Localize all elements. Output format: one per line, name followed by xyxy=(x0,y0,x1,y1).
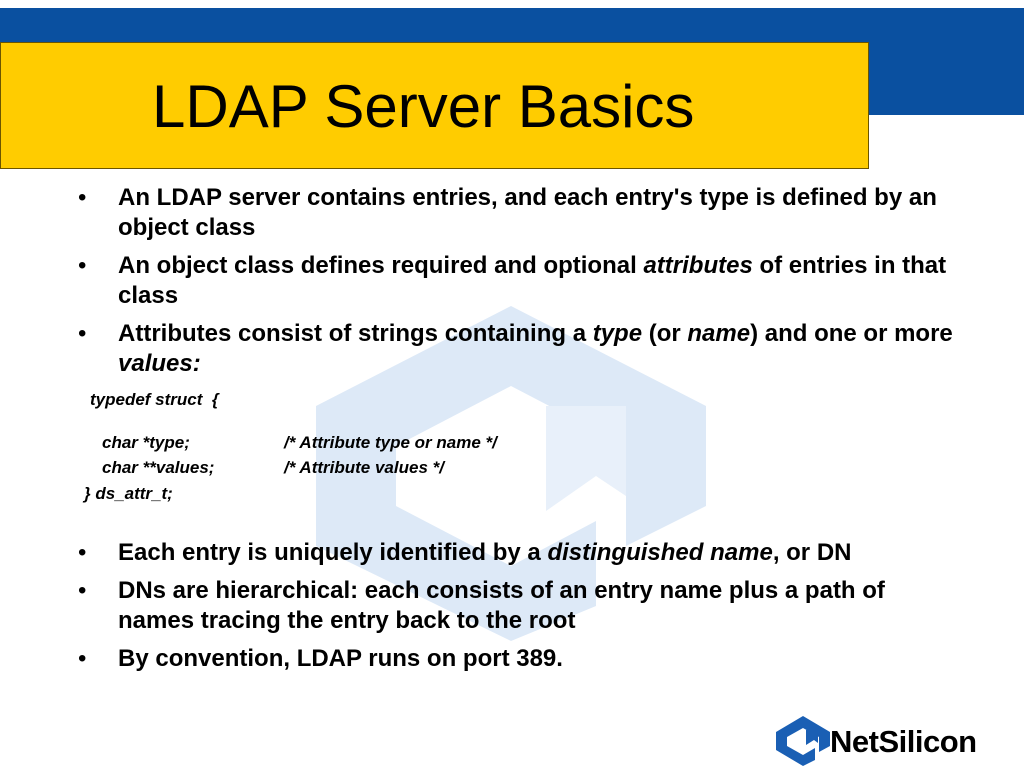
code-comment-type: /* Attribute type or name */ xyxy=(284,433,497,452)
bullet-text: of entries in that class xyxy=(118,252,947,309)
bullet-marker: • xyxy=(78,320,87,347)
code-line-typedef: typedef struct { xyxy=(90,390,219,409)
code-line-close: } ds_attr_t; xyxy=(84,484,173,503)
logo-wordmark: NetSilicon xyxy=(830,724,977,759)
bullet-text: Each entry is uniquely identified by a xyxy=(118,539,548,566)
bullet-marker: • xyxy=(78,252,87,279)
bottom-bullet-3 xyxy=(78,644,958,674)
code-comment-values: /* Attribute values */ xyxy=(284,458,444,477)
bullet-marker: • xyxy=(78,184,87,211)
bullet-text: ) and one or more xyxy=(750,320,953,347)
bullet-text: (or xyxy=(642,320,688,347)
code-decl-type: char *type; xyxy=(102,433,190,452)
emphasized-term: name xyxy=(687,320,751,347)
emphasized-term: distinguished name xyxy=(547,539,773,566)
bottom-bullet-1 xyxy=(78,538,958,568)
bullet-text: By convention, LDAP runs on port 389. xyxy=(118,645,563,672)
slide-title: LDAP Server Basics xyxy=(152,73,695,140)
bullet-text: An LDAP server contains entries, and each entry's type is defined by an object class xyxy=(118,184,937,241)
netsilicon-logo xyxy=(772,712,1022,768)
top-bullet-2 xyxy=(78,251,958,311)
bullet-list-top xyxy=(78,183,958,387)
top-bullet-1 xyxy=(78,183,958,243)
code-decl-values: char **values; xyxy=(102,458,215,477)
bullet-marker: • xyxy=(78,577,87,604)
bullet-text: DNs are hierarchical: each consists of an entry name plus a path of names tracing the entry back to the root xyxy=(118,577,885,634)
bullet-marker: • xyxy=(78,539,87,566)
bullet-text: , or DN xyxy=(772,539,852,566)
top-bullet-3 xyxy=(78,319,958,379)
bottom-bullet-2 xyxy=(78,576,958,636)
bullet-text: An object class defines required and optional xyxy=(118,252,644,279)
bullet-text: Attributes consist of strings containing a xyxy=(118,320,593,347)
emphasized-term: type xyxy=(592,320,643,347)
bullet-marker: • xyxy=(78,645,87,672)
bullet-list-bottom xyxy=(78,538,958,682)
emphasized-term: values: xyxy=(118,350,201,377)
netsilicon-logo-icon xyxy=(772,712,834,768)
emphasized-term: attributes xyxy=(643,252,753,279)
